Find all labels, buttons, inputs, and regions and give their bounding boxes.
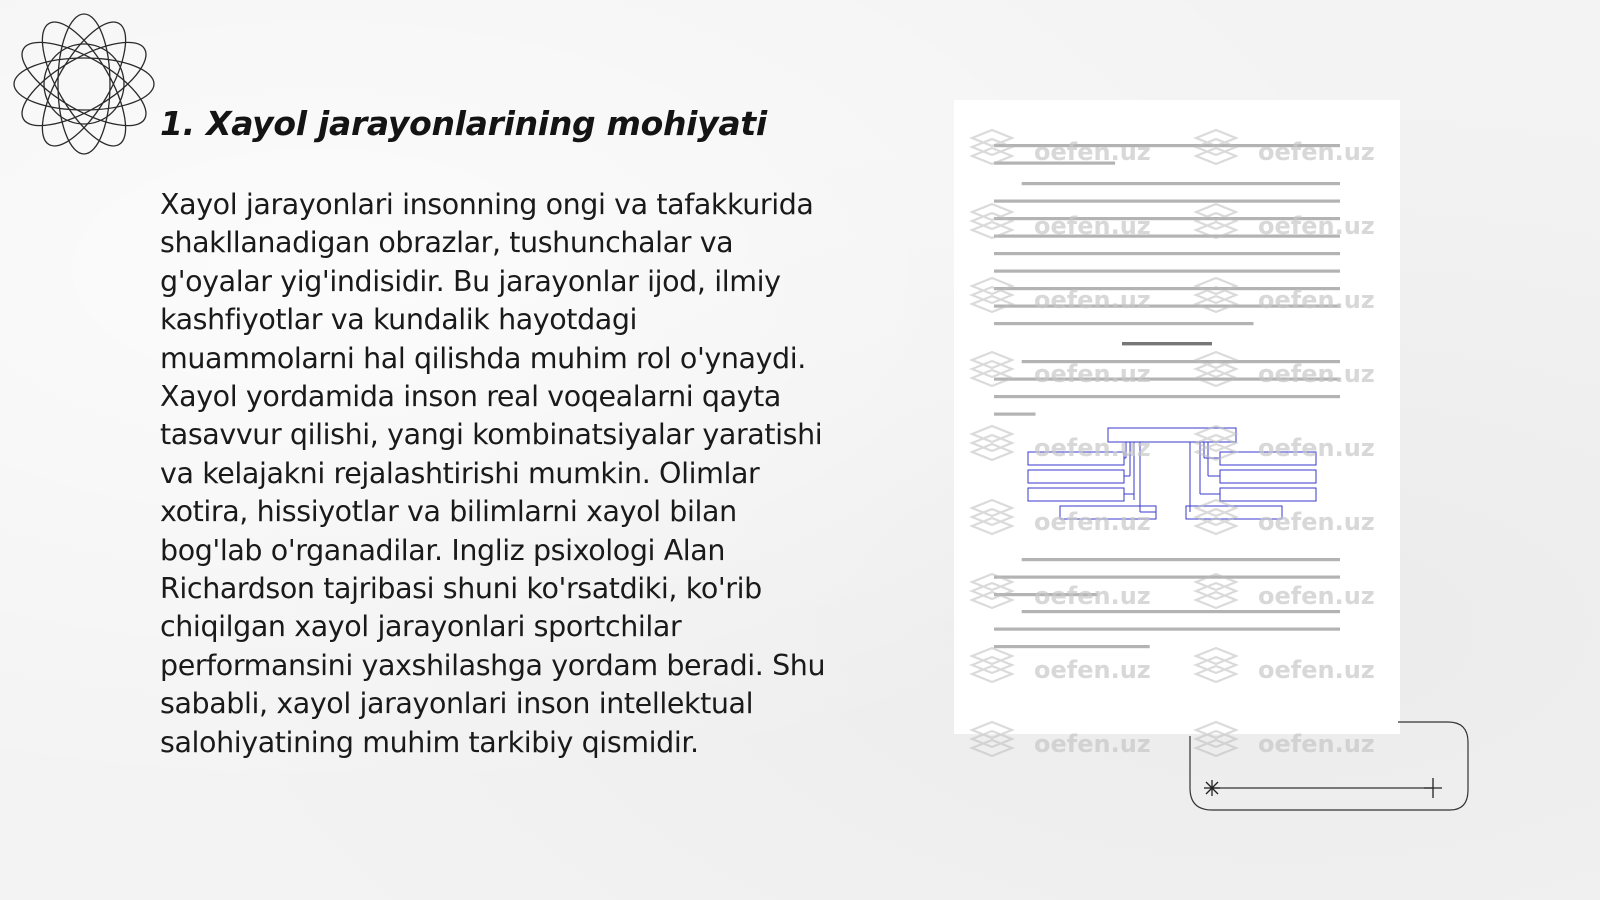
document-text-line [994,395,1340,398]
diagram-box [1220,488,1316,501]
watermark-text: oefen.uz [1034,360,1151,388]
watermark-text: oefen.uz [1258,582,1375,610]
diagram-box [1220,470,1316,483]
slide-body-text: Xayol jarayonlari insonning ongi va tafakkurida shakllanadigan obrazlar, tushunchalar va g'oyalar yig'indisidir. Bu jarayonlar ijod, ilmiy kashfiyotlar va kundalik hayotdagi muammolarni hal qilishda muhim rol o'ynaydi. Xayol yordamida inson real voqealarni qayta tasavvur qilishi, yangi kombinatsiyalar yaratishi va kelajakni rejalashtirishi mumkin. Olimlar xotira, hissiyotlar va bilimlarni xayol bilan bog'lab o'rganadilar. Ingliz psixologi Alan Richardson tajribasi shuni ko'rsatdiki, ko'rib chiqilgan xayol jarayonlari sportchilar performansini yaxshilashga yordam beradi. Shu sababli, xayol jarayonlari inson intellektual salohiyatining muhim tarkibiy qismidir. [160,188,826,759]
oefen-logo-icon [1196,500,1236,534]
oefen-logo-icon [972,574,1012,608]
oefen-logo-icon [1196,426,1236,460]
document-text-line [1022,558,1340,561]
oefen-logo-icon [972,500,1012,534]
oefen-logo-icon [972,426,1012,460]
watermark-text: oefen.uz [1258,360,1375,388]
sparkle-icon [1204,780,1220,796]
watermark-text: oefen.uz [1034,730,1151,758]
slide-title: 1. Xayol jarayonlarining mohiyati [160,104,767,143]
watermark-text: oefen.uz [1034,434,1151,462]
document-text-line [994,200,1340,203]
watermark-text: oefen.uz [1258,730,1375,758]
oefen-logo-icon [1196,648,1236,682]
oefen-logo-icon [1196,352,1236,386]
document-scan-image [954,100,1400,758]
star-icon [1424,778,1442,798]
document-heading-line [1122,342,1212,345]
document-text-line [994,576,1340,579]
document-text-line [994,413,1036,416]
document-text-line [1022,182,1340,185]
watermark-text: oefen.uz [1034,138,1151,166]
watermark-text: oefen.uz [1034,508,1151,536]
watermark-text: oefen.uz [1258,212,1375,240]
oefen-logo-icon [972,648,1012,682]
oefen-logo-icon [972,352,1012,386]
oefen-logo-icon [972,204,1012,238]
oefen-logo-icon [972,278,1012,312]
watermark-text: oefen.uz [1034,656,1151,684]
ornament-circles-icon [10,10,158,158]
document-text-line [994,628,1340,631]
watermark-text: oefen.uz [1034,286,1151,314]
watermark-text: oefen.uz [1258,508,1375,536]
oefen-logo-icon [1196,574,1236,608]
watermark-text: oefen.uz [1258,138,1375,166]
document-text-line [994,270,1340,273]
decorative-frame [1188,716,1470,812]
watermark-text: oefen.uz [1258,434,1375,462]
watermark-text: oefen.uz [1034,582,1151,610]
document-text-line [994,252,1340,255]
diagram-box [1028,470,1124,483]
oefen-logo-icon [1196,204,1236,238]
watermark-text: oefen.uz [1034,212,1151,240]
document-text-line [1022,610,1340,613]
watermark-text: oefen.uz [1258,656,1375,684]
document-text-line [994,322,1254,325]
document-text-line [994,645,1150,648]
diagram-box [1028,488,1124,501]
watermark-text: oefen.uz [1258,286,1375,314]
